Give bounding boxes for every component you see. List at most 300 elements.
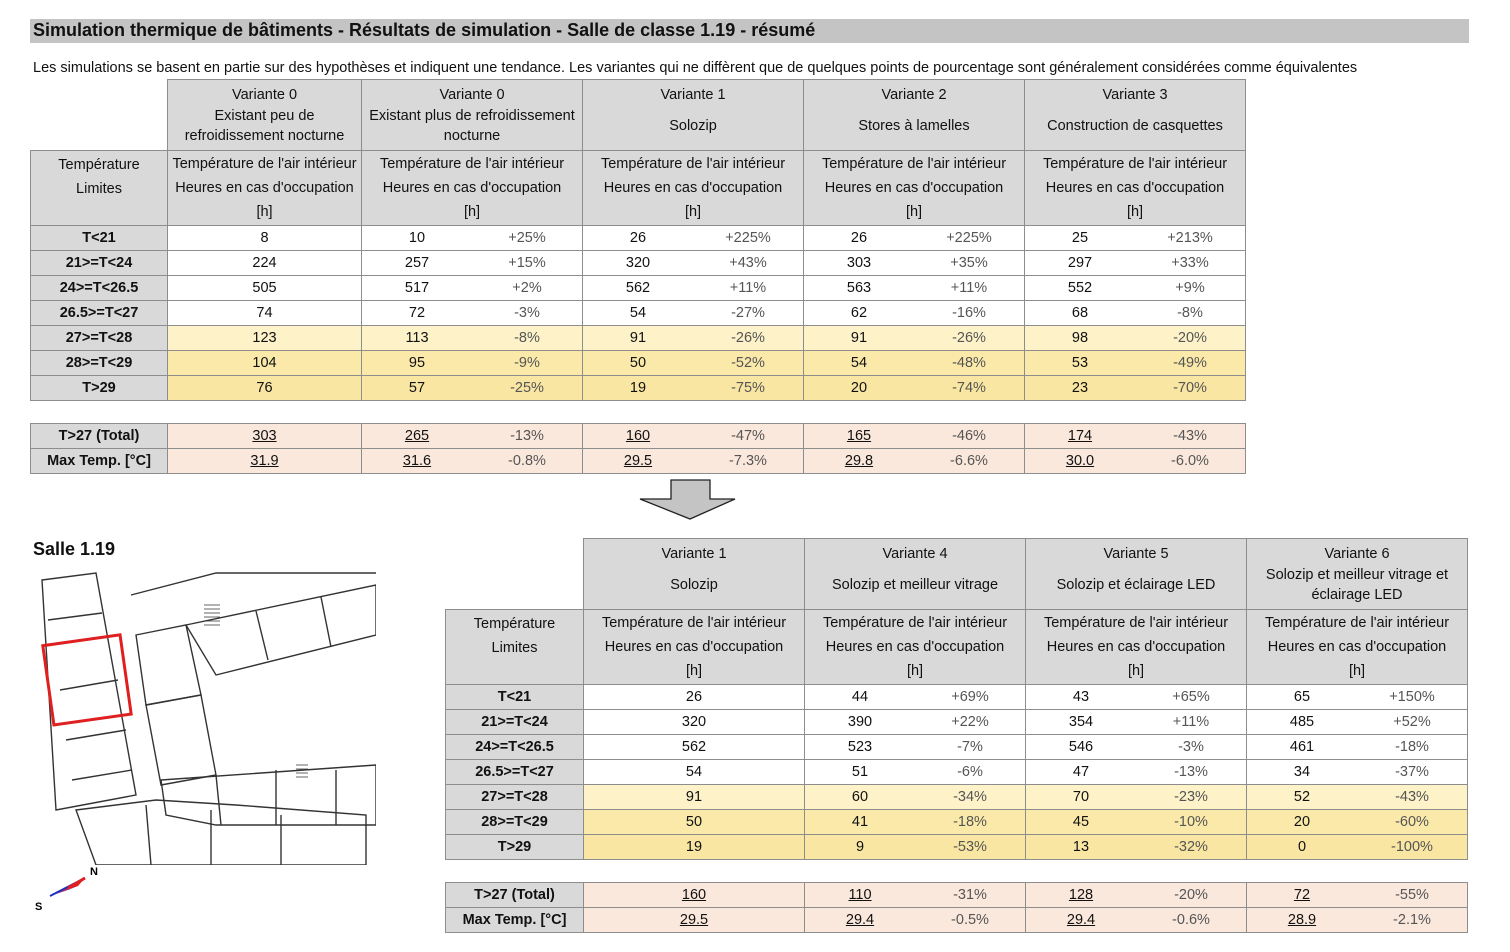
row-label: T<21 — [31, 226, 168, 251]
summary-cell — [362, 424, 583, 449]
hours-value: 57 — [408, 380, 426, 396]
value-cell — [1247, 810, 1468, 835]
summary-value: 72 — [1293, 887, 1311, 903]
column-subheader: Température de l'air intérieur Heures en cas d'occupation [h] — [1025, 151, 1246, 226]
value-cell — [1247, 760, 1468, 785]
hours-value: 20 — [850, 380, 868, 396]
table-row — [446, 685, 1468, 710]
table-row — [446, 760, 1468, 785]
hours-value: 62 — [850, 305, 868, 321]
percent-change: -27% — [731, 305, 765, 321]
percent-change: +25% — [508, 230, 546, 246]
value-cell — [583, 326, 804, 351]
disclaimer-note: Les simulations se basent en partie sur des hypothèses et indiquent une tendance. Les variantes qui ne diffèrent que de quelques points de pourcentage sont généralement considérées comme équivalentes — [33, 60, 1358, 76]
column-subheader: Température de l'air intérieur Heures en cas d'occupation [h] — [805, 610, 1026, 685]
summary-value: 29.4 — [845, 912, 875, 928]
column-header-row — [31, 151, 1246, 226]
summary-row — [31, 424, 1246, 449]
variant-description: Existant peu de refroidissement nocturne — [184, 108, 345, 144]
hours-value: 354 — [1068, 714, 1094, 730]
percent-change: -25% — [510, 380, 544, 396]
summary-cell — [1247, 908, 1468, 933]
summary-percent: -31% — [953, 887, 987, 903]
row-label: 27>=T<28 — [446, 785, 584, 810]
hours-value: 47 — [1072, 764, 1090, 780]
value-cell — [1026, 835, 1247, 860]
variant-name: Variante 1 — [661, 546, 727, 562]
hours-value: 44 — [851, 689, 869, 705]
value-cell — [805, 835, 1026, 860]
value-cell — [804, 376, 1025, 401]
table-row — [31, 351, 1246, 376]
value-cell: 104 — [168, 351, 362, 376]
variant-description: Construction de casquettes — [1047, 118, 1223, 134]
corner-cell — [446, 539, 584, 610]
percent-change: -34% — [953, 789, 987, 805]
percent-change: +43% — [729, 255, 767, 271]
table-row — [446, 735, 1468, 760]
row-label: T>29 — [446, 835, 584, 860]
summary-cell — [168, 449, 362, 474]
percent-change: +69% — [951, 689, 989, 705]
variant-header — [583, 80, 804, 151]
value-cell: 123 — [168, 326, 362, 351]
value-cell: 8 — [168, 226, 362, 251]
percent-change: -53% — [953, 839, 987, 855]
percent-change: -8% — [514, 330, 540, 346]
value-cell: 91 — [584, 785, 805, 810]
hours-value: 70 — [1072, 789, 1090, 805]
percent-change: +150% — [1389, 689, 1435, 705]
variant-header — [1025, 80, 1246, 151]
value-cell — [805, 685, 1026, 710]
value-cell — [1026, 760, 1247, 785]
hours-value: 113 — [405, 330, 429, 346]
table-row — [31, 326, 1246, 351]
value-cell: 19 — [584, 835, 805, 860]
table-row — [446, 810, 1468, 835]
percent-change: -20% — [1173, 330, 1207, 346]
summary-percent: -43% — [1173, 428, 1207, 444]
hours-value: 517 — [404, 280, 430, 296]
hours-value: 390 — [847, 714, 873, 730]
variant-name: Variante 6 — [1324, 546, 1390, 562]
row-label: 28>=T<29 — [446, 810, 584, 835]
value-cell — [804, 301, 1025, 326]
summary-value: 160 — [681, 887, 707, 903]
hours-value: 303 — [846, 255, 872, 271]
value-cell — [583, 276, 804, 301]
variant-name: Variante 0 — [439, 87, 505, 103]
percent-change: +11% — [729, 280, 767, 296]
column-subheader: Température de l'air intérieur Heures en cas d'occupation [h] — [362, 151, 583, 226]
summary-value: 265 — [404, 428, 430, 444]
table-row — [31, 226, 1246, 251]
percent-change: -7% — [957, 739, 983, 755]
value-cell: 76 — [168, 376, 362, 401]
hours-value: 461 — [1289, 739, 1315, 755]
percent-change: -52% — [731, 355, 765, 371]
table-row — [446, 785, 1468, 810]
summary-value: 31.9 — [250, 453, 279, 469]
value-cell — [583, 301, 804, 326]
percent-change: +2% — [512, 280, 542, 296]
value-cell — [1026, 735, 1247, 760]
page-title: Simulation thermique de bâtiments - Résultats de simulation - Salle de classe 1.19 - résumé — [33, 20, 816, 40]
percent-change: -37% — [1395, 764, 1429, 780]
variant-name: Variante 4 — [882, 546, 948, 562]
percent-change: -13% — [1174, 764, 1208, 780]
hours-value: 98 — [1071, 330, 1089, 346]
variant-description: Stores à lamelles — [858, 118, 970, 134]
results-table-bottom — [445, 538, 1468, 933]
value-cell — [804, 326, 1025, 351]
value-cell: 26 — [584, 685, 805, 710]
percent-change: -32% — [1174, 839, 1208, 855]
summary-value: 128 — [1068, 887, 1094, 903]
column-header-row — [446, 610, 1468, 685]
variant-header — [805, 539, 1026, 610]
table-row — [446, 835, 1468, 860]
summary-percent: -7.3% — [729, 453, 767, 469]
percent-change: +9% — [1175, 280, 1205, 296]
value-cell: 505 — [168, 276, 362, 301]
value-cell: 224 — [168, 251, 362, 276]
percent-change: +35% — [950, 255, 988, 271]
percent-change: +33% — [1171, 255, 1209, 271]
summary-value: 160 — [625, 428, 651, 444]
summary-value: 29.5 — [623, 453, 653, 469]
variant-description: Solozip — [669, 118, 717, 134]
down-arrow-icon — [638, 479, 738, 521]
value-cell — [362, 351, 583, 376]
percent-change: -74% — [952, 380, 986, 396]
value-cell — [804, 251, 1025, 276]
row-label: T>29 — [31, 376, 168, 401]
hours-value: 26 — [629, 230, 647, 246]
summary-cell — [1247, 883, 1468, 908]
value-cell — [362, 226, 583, 251]
value-cell — [804, 226, 1025, 251]
value-cell — [805, 760, 1026, 785]
hours-value: 25 — [1071, 230, 1089, 246]
value-cell — [1247, 835, 1468, 860]
compass-icon — [30, 860, 110, 920]
floor-plan — [36, 565, 376, 865]
percent-change: +15% — [508, 255, 546, 271]
variant-description: Solozip — [670, 577, 718, 593]
value-cell — [583, 351, 804, 376]
variant-name: Variante 0 — [231, 87, 298, 103]
value-cell — [1247, 785, 1468, 810]
variant-header — [168, 80, 362, 151]
variant-header-row — [446, 539, 1468, 610]
row-label: 21>=T<24 — [31, 251, 168, 276]
value-cell — [583, 376, 804, 401]
summary-cell — [1025, 449, 1246, 474]
hours-value: 20 — [1293, 814, 1311, 830]
row-header-label: Température Limites — [31, 151, 168, 226]
variant-header — [362, 80, 583, 151]
title-bar — [30, 19, 1469, 43]
summary-row — [31, 449, 1246, 474]
value-cell — [1025, 301, 1246, 326]
value-cell — [362, 376, 583, 401]
row-label: 27>=T<28 — [31, 326, 168, 351]
summary-row — [446, 908, 1468, 933]
percent-change: -70% — [1173, 380, 1207, 396]
row-label: 24>=T<26.5 — [31, 276, 168, 301]
summary-cell — [584, 883, 805, 908]
percent-change: -100% — [1391, 839, 1433, 855]
summary-value: 29.5 — [679, 912, 709, 928]
value-cell — [1025, 226, 1246, 251]
summary-value: 110 — [848, 887, 872, 903]
percent-change: -48% — [952, 355, 986, 371]
percent-change: -6% — [957, 764, 983, 780]
hours-value: 562 — [625, 280, 651, 296]
percent-change: -43% — [1395, 789, 1429, 805]
hours-value: 91 — [629, 330, 647, 346]
hours-value: 54 — [850, 355, 868, 371]
variant-name: Variante 2 — [881, 87, 947, 103]
summary-percent: -47% — [731, 428, 765, 444]
summary-cell — [1025, 424, 1246, 449]
summary-value: 28.9 — [1287, 912, 1317, 928]
results-table-top — [30, 79, 1246, 474]
hours-value: 485 — [1289, 714, 1315, 730]
value-cell — [1026, 685, 1247, 710]
hours-value: 552 — [1067, 280, 1093, 296]
value-cell — [805, 810, 1026, 835]
summary-cell — [805, 883, 1026, 908]
variant-description: Solozip et meilleur vitrage et éclairage LED — [1265, 567, 1449, 603]
value-cell — [805, 710, 1026, 735]
summary-label: Max Temp. [°C] — [446, 908, 584, 933]
summary-cell — [804, 424, 1025, 449]
percent-change: +65% — [1172, 689, 1210, 705]
hours-value: 0 — [1297, 839, 1307, 855]
variant-name: Variante 5 — [1103, 546, 1169, 562]
value-cell — [805, 735, 1026, 760]
summary-percent: -20% — [1174, 887, 1208, 903]
summary-cell — [583, 449, 804, 474]
summary-percent: -0.5% — [951, 912, 989, 928]
summary-value: 29.8 — [844, 453, 874, 469]
summary-cell — [804, 449, 1025, 474]
hours-value: 41 — [851, 814, 869, 830]
hours-value: 45 — [1072, 814, 1090, 830]
value-cell — [1025, 351, 1246, 376]
percent-change: -16% — [952, 305, 986, 321]
hours-value: 43 — [1072, 689, 1090, 705]
summary-percent: -0.8% — [508, 453, 546, 469]
percent-change: +52% — [1393, 714, 1431, 730]
percent-change: +22% — [951, 714, 989, 730]
percent-change: +213% — [1167, 230, 1213, 246]
hours-value: 65 — [1293, 689, 1311, 705]
percent-change: -3% — [514, 305, 540, 321]
summary-value: 174 — [1067, 428, 1093, 444]
summary-percent: -46% — [952, 428, 986, 444]
value-cell: 562 — [584, 735, 805, 760]
hours-value: 257 — [404, 255, 430, 271]
value-cell — [362, 301, 583, 326]
column-subheader: Température de l'air intérieur Heures en cas d'occupation [h] — [804, 151, 1025, 226]
summary-percent: -0.6% — [1172, 912, 1210, 928]
column-subheader: Température de l'air intérieur Heures en cas d'occupation [h] — [584, 610, 805, 685]
summary-cell — [805, 908, 1026, 933]
hours-value: 50 — [629, 355, 647, 371]
value-cell — [804, 276, 1025, 301]
variant-name: Variante 1 — [660, 87, 726, 103]
percent-change: -26% — [952, 330, 986, 346]
value-cell — [1025, 326, 1246, 351]
summary-percent: -6.0% — [1171, 453, 1209, 469]
percent-change: +225% — [725, 230, 771, 246]
summary-value: 303 — [252, 428, 277, 444]
summary-cell — [168, 424, 362, 449]
hours-value: 72 — [408, 305, 426, 321]
hours-value: 68 — [1071, 305, 1089, 321]
value-cell — [1247, 685, 1468, 710]
value-cell — [362, 251, 583, 276]
percent-change: -26% — [731, 330, 765, 346]
value-cell — [583, 226, 804, 251]
value-cell — [1026, 810, 1247, 835]
percent-change: +11% — [1172, 714, 1210, 730]
percent-change: +11% — [950, 280, 988, 296]
table-row — [31, 301, 1246, 326]
table-row — [31, 376, 1246, 401]
hours-value: 320 — [625, 255, 651, 271]
hours-value: 563 — [846, 280, 872, 296]
svg-text:N: N — [90, 866, 98, 878]
variant-header — [1247, 539, 1468, 610]
variant-description: Solozip et éclairage LED — [1056, 577, 1216, 593]
hours-value: 23 — [1071, 380, 1089, 396]
value-cell — [1247, 735, 1468, 760]
hours-value: 91 — [850, 330, 868, 346]
hours-value: 51 — [851, 764, 869, 780]
summary-percent: -2.1% — [1393, 912, 1431, 928]
plan-title: Salle 1.19 — [33, 539, 116, 559]
value-cell — [804, 351, 1025, 376]
percent-change: -18% — [953, 814, 987, 830]
hours-value: 13 — [1072, 839, 1090, 855]
summary-value: 31.6 — [402, 453, 432, 469]
hours-value: 53 — [1071, 355, 1089, 371]
hours-value: 95 — [408, 355, 426, 371]
variant-name: Variante 3 — [1102, 87, 1168, 103]
table-row — [31, 276, 1246, 301]
variant-header — [804, 80, 1025, 151]
column-subheader: Température de l'air intérieur Heures en cas d'occupation [h] — [1247, 610, 1468, 685]
value-cell — [1025, 376, 1246, 401]
value-cell — [1247, 710, 1468, 735]
percent-change: -75% — [731, 380, 765, 396]
value-cell — [805, 785, 1026, 810]
value-cell — [362, 276, 583, 301]
summary-label: T>27 (Total) — [31, 424, 168, 449]
hours-value: 26 — [850, 230, 868, 246]
corner-cell — [31, 80, 168, 151]
column-subheader: Température de l'air intérieur Heures en cas d'occupation [h] — [583, 151, 804, 226]
row-label: 26.5>=T<27 — [31, 301, 168, 326]
summary-percent: -6.6% — [950, 453, 988, 469]
summary-value: 29.4 — [1066, 912, 1096, 928]
hours-value: 60 — [851, 789, 869, 805]
value-cell — [583, 251, 804, 276]
percent-change: -23% — [1174, 789, 1208, 805]
summary-row — [446, 883, 1468, 908]
row-label: 24>=T<26.5 — [446, 735, 584, 760]
summary-label: T>27 (Total) — [446, 883, 584, 908]
value-cell — [1025, 251, 1246, 276]
hours-value: 9 — [855, 839, 865, 855]
hours-value: 52 — [1293, 789, 1311, 805]
value-cell: 50 — [584, 810, 805, 835]
summary-value: 165 — [846, 428, 872, 444]
variant-description: Existant plus de refroidissement nocturne — [369, 108, 575, 144]
value-cell — [1026, 785, 1247, 810]
row-label: 28>=T<29 — [31, 351, 168, 376]
table-row — [31, 251, 1246, 276]
variant-description: Solozip et meilleur vitrage — [831, 577, 999, 593]
summary-cell — [584, 908, 805, 933]
summary-percent: -55% — [1395, 887, 1429, 903]
table-row — [446, 710, 1468, 735]
summary-cell — [583, 424, 804, 449]
value-cell — [1025, 276, 1246, 301]
summary-cell — [1026, 908, 1247, 933]
hours-value: 523 — [847, 739, 873, 755]
percent-change: -49% — [1173, 355, 1207, 371]
row-label: 26.5>=T<27 — [446, 760, 584, 785]
summary-cell — [362, 449, 583, 474]
percent-change: -10% — [1174, 814, 1208, 830]
summary-percent: -13% — [510, 428, 544, 444]
percent-change: -8% — [1177, 305, 1203, 321]
variant-header — [1026, 539, 1247, 610]
variant-header-row — [31, 80, 1246, 151]
hours-value: 297 — [1067, 255, 1093, 271]
row-header-label: Température Limites — [446, 610, 584, 685]
hours-value: 19 — [629, 380, 647, 396]
svg-text:S: S — [35, 901, 43, 913]
hours-value: 546 — [1068, 739, 1094, 755]
percent-change: -9% — [514, 355, 540, 371]
value-cell: 320 — [584, 710, 805, 735]
column-subheader: Température de l'air intérieur Heures en cas d'occupation [h] — [1026, 610, 1247, 685]
value-cell — [362, 326, 583, 351]
percent-change: -18% — [1395, 739, 1429, 755]
value-cell — [1026, 710, 1247, 735]
column-subheader: Température de l'air intérieur Heures en cas d'occupation [h] — [168, 151, 362, 226]
percent-change: +225% — [946, 230, 992, 246]
hours-value: 10 — [408, 230, 426, 246]
value-cell: 74 — [168, 301, 362, 326]
row-label: T<21 — [446, 685, 584, 710]
summary-label: Max Temp. [°C] — [31, 449, 168, 474]
hours-value: 54 — [629, 305, 647, 321]
percent-change: -3% — [1178, 739, 1204, 755]
summary-cell — [1026, 883, 1247, 908]
row-label: 21>=T<24 — [446, 710, 584, 735]
variant-header — [584, 539, 805, 610]
summary-value: 30.0 — [1065, 453, 1095, 469]
hours-value: 34 — [1293, 764, 1311, 780]
